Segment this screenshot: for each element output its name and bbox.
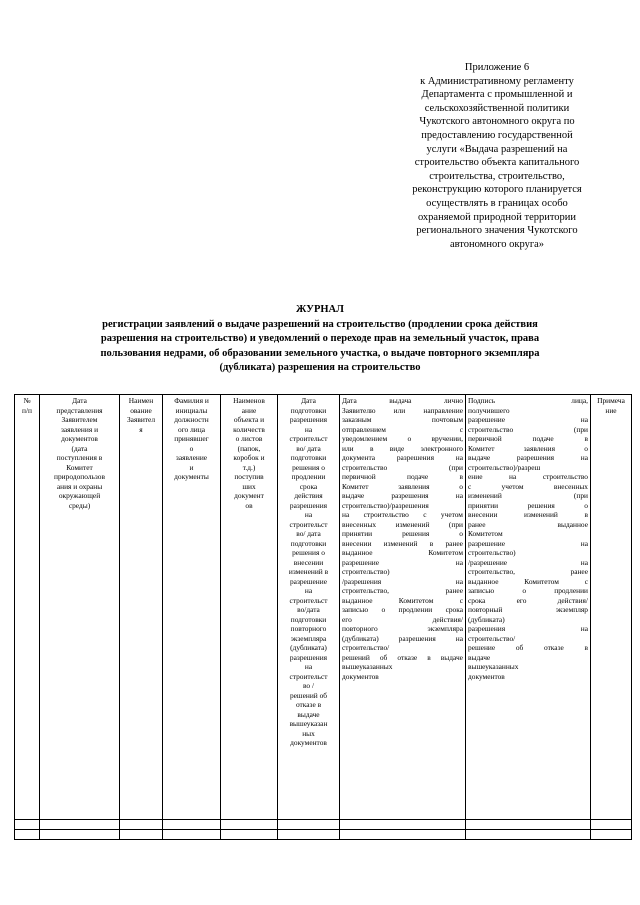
header-cell-line: на (304, 662, 313, 671)
header-cell-line: ение на строительство (468, 472, 588, 481)
header-cell-line: Заявител (126, 415, 156, 424)
journal-subtitle (14, 318, 626, 376)
col-issue-date-header (340, 395, 466, 820)
header-cell-line: строительство) (468, 548, 516, 557)
header-cell-line: ние (605, 405, 617, 415)
header-cell-line: документа разрешения на (342, 453, 463, 462)
header-cell-line: выдаче разрешения на (342, 491, 463, 500)
header-cell-line: о листов (235, 434, 263, 443)
header-cell-line: во/ дата (296, 529, 321, 538)
header-cell-line: ание (241, 405, 257, 415)
header-cell-line: Примеча (597, 396, 625, 405)
appendix-line: автономного округа» (449, 238, 545, 250)
appendix-block (382, 61, 612, 251)
header-cell-line: на (304, 424, 313, 434)
header-cell-line: строительство)/разреш (468, 462, 541, 472)
header-cell-line: я (139, 424, 143, 434)
header-cell-line: должностн (174, 415, 209, 424)
header-cell-line: (дубликата) (468, 614, 505, 624)
col-object-header (221, 395, 278, 820)
journal-title (14, 303, 626, 376)
header-cell-line: вышеуказанных (468, 662, 519, 671)
header-cell-line: строительство) (342, 567, 390, 576)
header-cell-line: (дубликата) (290, 643, 327, 652)
header-cell-line: /разрешение на (468, 557, 588, 567)
header-cell-line: или в виде электронного (342, 443, 463, 453)
header-cell-line: внесении изменений в ранее (342, 538, 463, 548)
header-cell-line: отправлением с (342, 424, 463, 434)
header-cell-line: документов (342, 671, 379, 681)
journal-heading: ЖУРНАЛ (296, 304, 344, 315)
journal-table (14, 394, 632, 840)
header-cell-line: на (304, 586, 313, 595)
header-cell-line: поступления в (56, 453, 103, 462)
header-cell-line: выданное Комитетом с (342, 595, 463, 605)
header-cell-line: подготовки (290, 405, 327, 415)
header-cell-line: ого лица (178, 424, 205, 434)
header-cell-line: внесенных изменений (при (342, 519, 463, 529)
header-cell-line: природопользов (54, 472, 105, 481)
header-cell-line: на строительство с учетом (342, 510, 463, 519)
col-number-header (15, 395, 40, 820)
header-cell-line: № (23, 396, 31, 405)
header-cell-line: среды) (68, 500, 91, 510)
header-cell-line: коробок и (233, 453, 265, 462)
header-cell-line: представления (56, 405, 103, 415)
header-cell-line: Комитет заявления о (468, 443, 588, 453)
header-cell-line: во / (302, 681, 315, 690)
header-cell-line: выдаче (468, 652, 491, 662)
header-cell-line: уведомлением о вручении, (342, 434, 463, 443)
header-cell-line: ование (130, 405, 152, 415)
header-cell-line: документ (234, 491, 264, 500)
header-cell-line: ших (242, 481, 256, 491)
header-cell-line: объекта и (233, 415, 265, 424)
header-cell-line: ных (302, 728, 315, 738)
header-cell-line: Дата выдача лично (342, 396, 463, 405)
header-cell-line: решение об отказе в (468, 643, 588, 652)
header-cell-line: внесении (293, 557, 324, 567)
header-cell-line: с учетом внесенных (468, 481, 588, 491)
appendix-line: строительства, строительство, (429, 170, 565, 182)
header-cell-line: принятии решения о (342, 529, 463, 538)
header-cell-line: Комитет (66, 462, 93, 472)
header-cell-line: экземпляра (290, 633, 327, 643)
header-cell-line: продлении (291, 472, 326, 481)
header-cell-line: инициалы (175, 405, 208, 415)
header-cell-line: его действия/ (342, 614, 463, 624)
header-cell-line: изменений (при (468, 491, 588, 500)
header-cell-line: и (189, 462, 194, 472)
header-cell-line: срока (299, 481, 318, 491)
header-cell-line: строительство (при (468, 424, 588, 434)
appendix-line: предоставлению государственной (421, 129, 573, 141)
header-cell-line: /разрешения на (342, 576, 463, 586)
header-cell-line: заявления и (60, 424, 99, 434)
journal-title-line: (дубликата) разрешения на строительство (219, 362, 421, 373)
header-cell-line: разрешение на (468, 538, 588, 548)
header-cell-line: Фамилия и (174, 396, 209, 405)
appendix-line: Департамента с промышленной и (421, 89, 573, 101)
header-cell-line: разрешения (289, 652, 328, 662)
table-header-row (15, 395, 632, 820)
header-cell-line: решений об отказе в выдаче (342, 652, 463, 662)
header-cell-line: строительст (289, 671, 328, 681)
appendix-line: осуществлять в границах особо (426, 197, 568, 209)
header-cell-line: строительст (289, 519, 328, 529)
header-cell-line: записью о продлении (468, 586, 588, 595)
col-date-submitted-header (40, 395, 120, 820)
header-cell-line: Дата (72, 396, 87, 405)
header-cell-line: т.д.) (242, 462, 256, 472)
header-cell-line: п/п (22, 405, 32, 415)
header-cell-line: разрешение на (468, 415, 588, 424)
header-cell-line: (папок, (237, 443, 261, 453)
header-cell-line: разрешение (289, 576, 328, 586)
header-cell-line: заявление (175, 453, 208, 462)
header-cell-line: количеств (233, 424, 265, 434)
header-cell-line: повторного (290, 624, 327, 633)
appendix-line: регионального значения Чукотского (416, 225, 578, 237)
header-cell-line: документов (290, 738, 327, 747)
table-empty-row (15, 820, 632, 830)
header-cell-line: разрешения на (468, 624, 588, 633)
header-cell-line: выдаче разрешения на (468, 453, 588, 462)
header-cell-line: подготовки (290, 453, 327, 462)
header-cell-line: о (189, 443, 194, 453)
header-cell-line: (дата (71, 443, 88, 453)
header-cell-line: во/ дата (296, 443, 321, 453)
header-cell-line: разрешение на (342, 557, 463, 567)
header-cell-line: на (304, 510, 313, 519)
journal-title-line: пользования недрами, об образовании земельного участка, о выдаче повторного экземпляра (100, 347, 540, 359)
header-cell-line: вышеуказан (289, 719, 328, 728)
appendix-line: охраняемой природной территории (417, 211, 577, 223)
journal-title-line: регистрации заявлений о выдаче разрешений на строительство (продлении срока действия (102, 318, 538, 330)
header-cell-line: разрешения (289, 500, 328, 510)
appendix-line: реконструкцию которого планируется (412, 184, 582, 196)
table-empty-row (15, 830, 632, 840)
appendix-line: услуги «Выдача разрешений на (426, 143, 568, 155)
header-cell-line: строительст (289, 595, 328, 605)
header-cell-line: документов (468, 671, 505, 681)
header-cell-line: внесении изменений в (468, 510, 588, 519)
header-cell-line: строительство, ранее (468, 567, 588, 576)
header-cell-line: Комитетом (468, 529, 503, 538)
header-cell-line: во/дата (297, 605, 320, 614)
appendix-line: строительство объекта капитального (414, 157, 580, 169)
appendix-line: к Административному регламенту (420, 75, 574, 87)
header-cell-line: подготовки (290, 614, 327, 624)
header-cell-line: Заявителю или направление (342, 405, 463, 415)
header-cell-line: срока его действия/ (468, 595, 588, 605)
header-cell-line: повторного экземпляра (342, 624, 463, 633)
journal-title-line: разрешения на строительство) и уведомлений о переходе прав на земельный участок, права (100, 333, 540, 344)
appendix-line: Приложение 6 (464, 62, 530, 73)
col-signature-header (466, 395, 591, 820)
header-cell-line: решений об (289, 690, 328, 700)
header-cell-line: строительство, ранее (342, 586, 463, 595)
header-cell-line: (дубликата) разрешения на (342, 633, 463, 643)
header-cell-line: решения о (292, 548, 325, 557)
appendix-line: Чукотского автономного округа по (419, 116, 575, 128)
header-cell-line: ания и охраны (56, 481, 103, 491)
header-cell-line: Наименов (233, 396, 265, 405)
header-cell-line: строительство/ (468, 633, 516, 643)
header-cell-line: принявшег (174, 434, 209, 443)
header-cell-line: вышеуказанных (342, 662, 393, 671)
header-cell-line: принятии решения о (468, 500, 588, 510)
header-cell-line: Дата (301, 396, 316, 405)
col-applicant-header (120, 395, 163, 820)
header-cell-line: ов (245, 500, 253, 510)
header-cell-line: повторный экземпляр (468, 605, 588, 614)
header-cell-line: действия (294, 491, 323, 500)
header-cell-line: выдаче (297, 709, 320, 719)
header-cell-line: выданное Комитетом (342, 548, 463, 557)
header-cell-line: изменений в (288, 567, 329, 576)
header-cell-line: документов (61, 434, 98, 443)
header-cell-line: первичной подаче в (468, 434, 588, 443)
header-cell-line: первичной подаче в (342, 472, 463, 481)
header-cell-line: строительст (289, 434, 328, 443)
header-cell-line: Подпись лица, (468, 396, 588, 405)
header-cell-line: выданное Комитетом с (468, 576, 588, 586)
header-cell-line: ранее выданное (468, 519, 588, 529)
header-cell-line: строительство (при (342, 462, 463, 472)
header-cell-line: подготовки (290, 538, 327, 548)
appendix-line: сельскохозяйственной политики (424, 102, 570, 114)
header-cell-line: строительство/ (342, 643, 390, 652)
header-cell-line: Заявителем (61, 415, 98, 424)
header-cell-line: разрешения (289, 415, 328, 424)
header-cell-line: получившего (468, 405, 510, 415)
header-cell-line: документы (174, 472, 209, 481)
header-cell-line: поступив (234, 472, 264, 481)
header-cell-line: записью о продлении срока (342, 605, 463, 614)
header-cell-line: отказе в (295, 700, 322, 709)
header-cell-line: заказным почтовым (342, 415, 463, 424)
col-official-header (163, 395, 221, 820)
col-preparation-date-header (278, 395, 340, 820)
col-note-header (591, 395, 632, 820)
header-cell-line: Наимен (128, 396, 154, 405)
header-cell-line: окружающей (58, 491, 101, 500)
header-cell-line: решения о (292, 462, 325, 472)
header-cell-line: строительство)/разрешения (342, 500, 429, 510)
header-cell-line: Комитет заявления о (342, 481, 463, 491)
